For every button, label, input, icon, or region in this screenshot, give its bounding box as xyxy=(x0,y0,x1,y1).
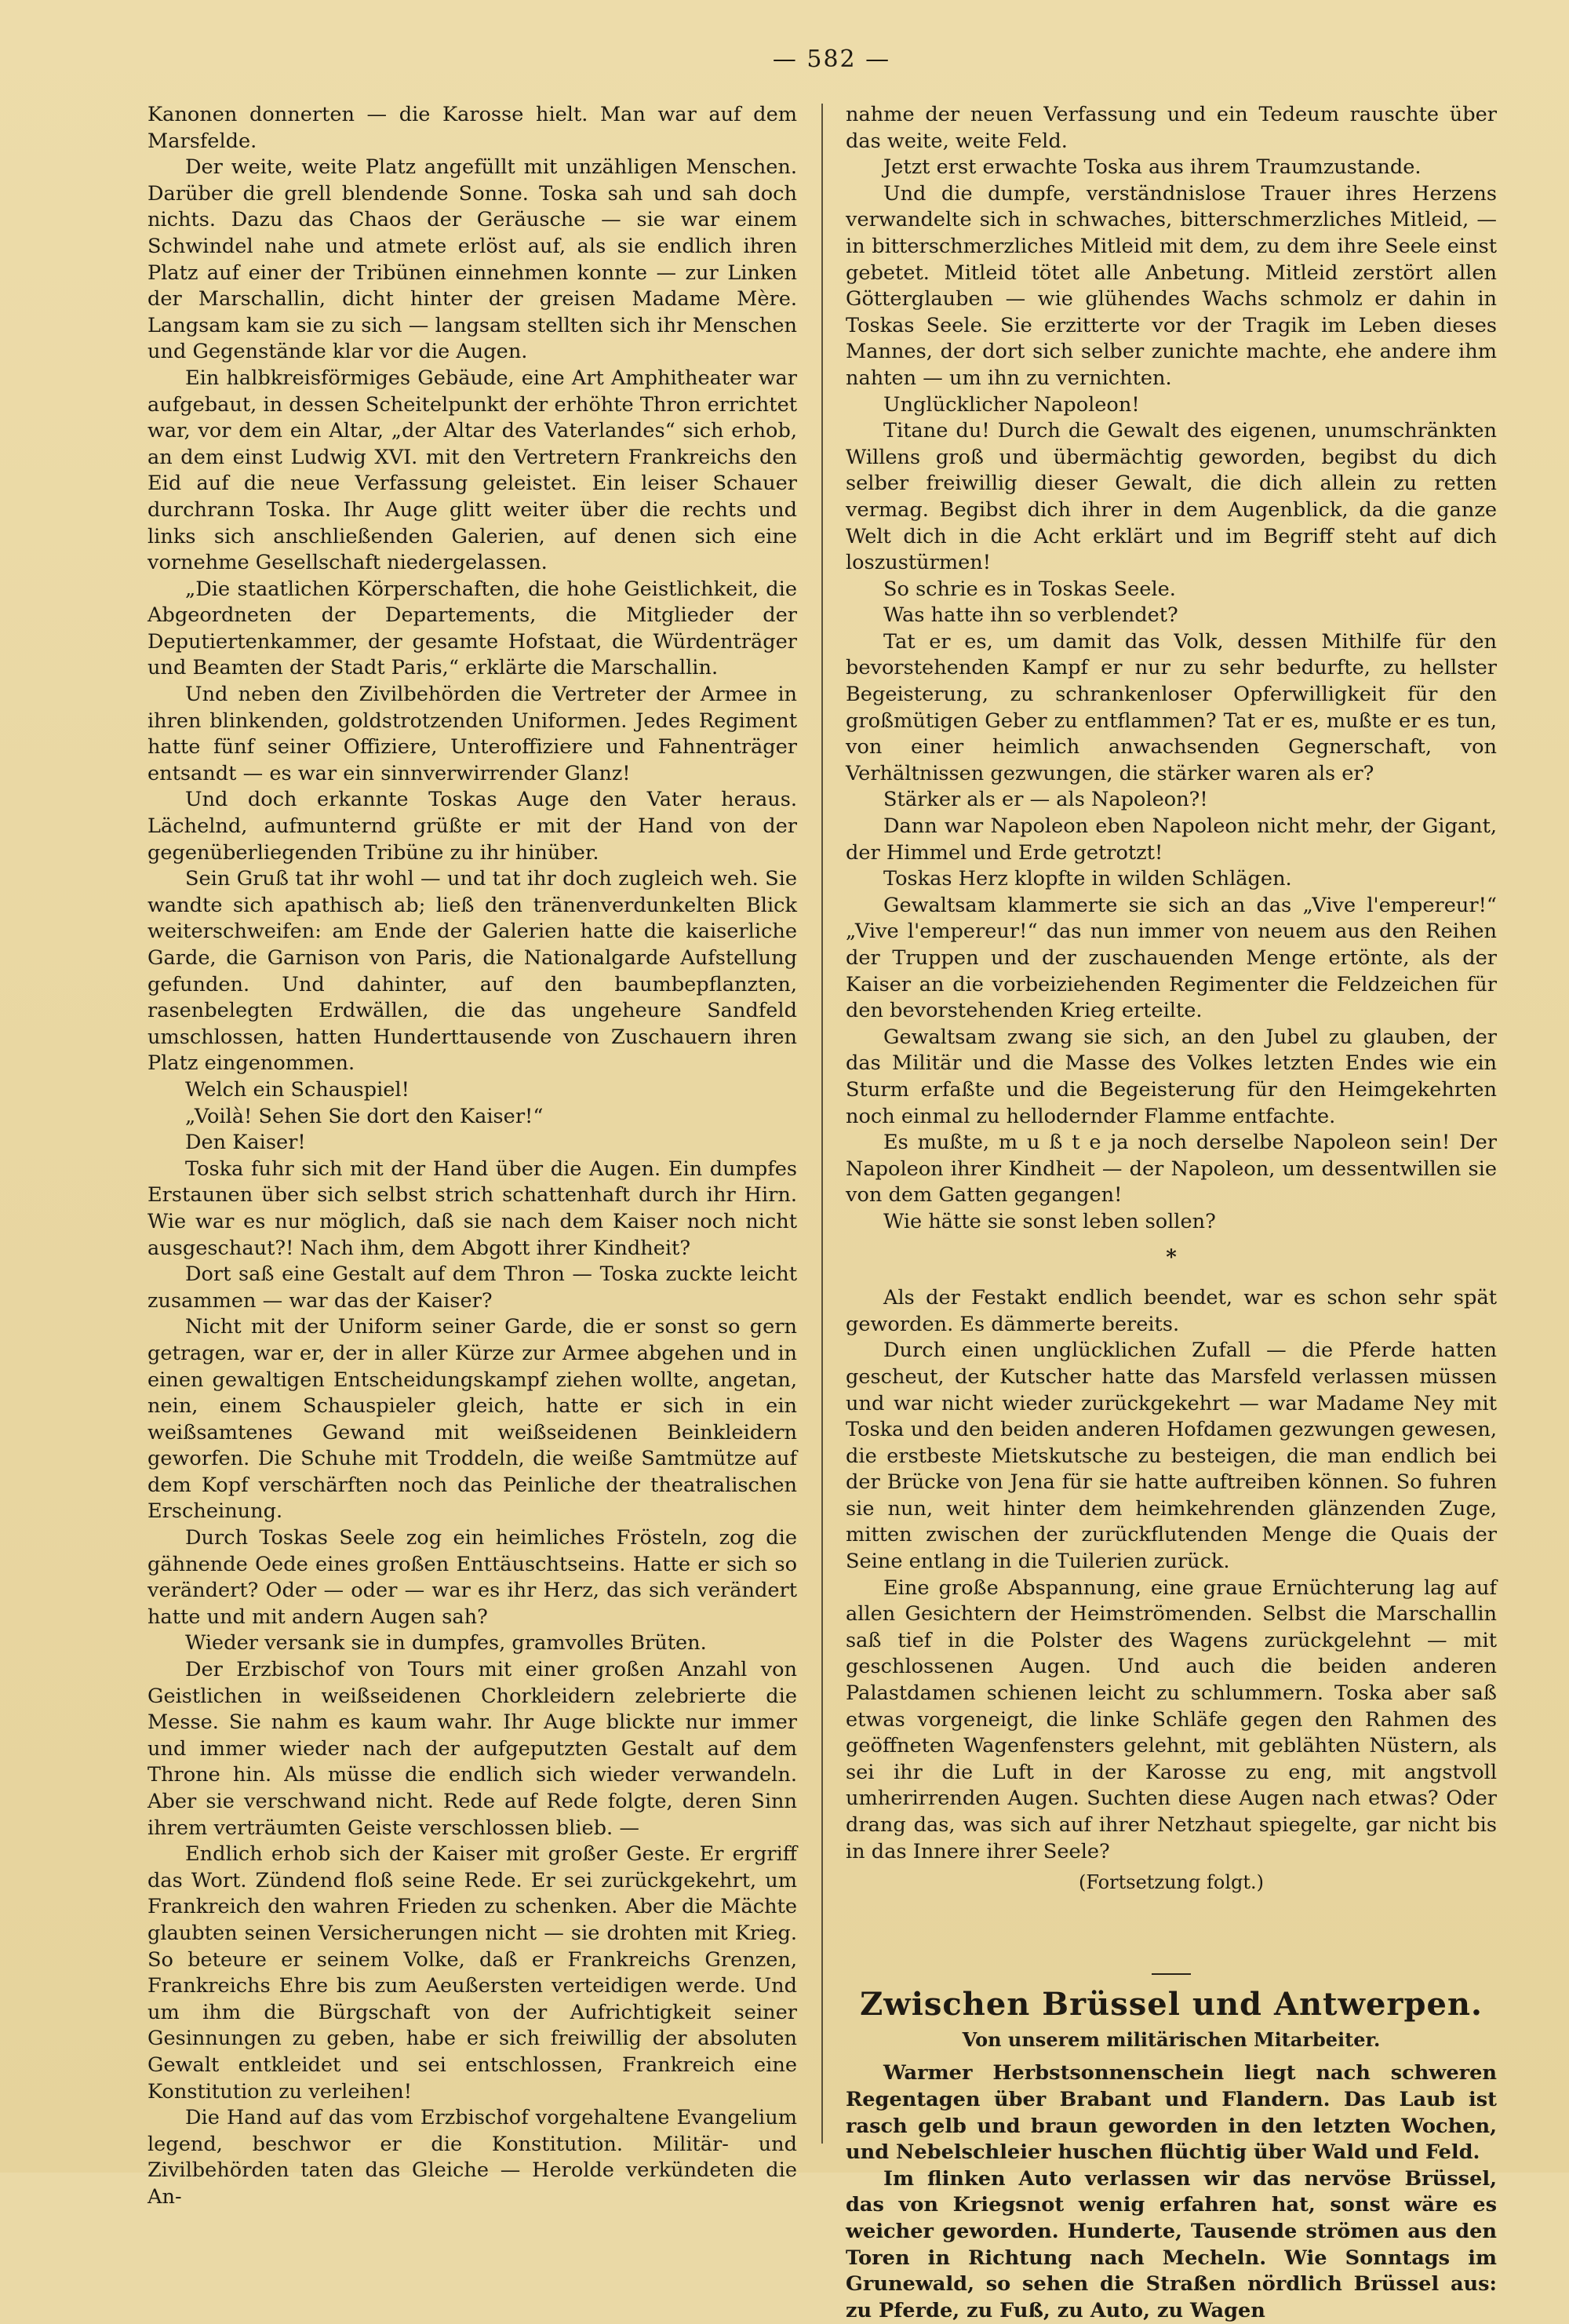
paragraph: Unglücklicher Napoleon! xyxy=(883,392,1140,417)
paragraph: Als der Festakt endlich beendet, war es schon sehr spät geworden. Es dämmerte bereits. xyxy=(846,1286,1497,1336)
paragraph: Toska fuhr sich mit der Hand über die Augen. Ein dumpfes Erstaunen über sich selbst strich schattenhaft durch ihr Hirn. Wie war es nur möglich, daß sie nach dem Kaiser noch nicht ausgeschaut?! Nach ihm, dem Abgott ihrer Kindheit? xyxy=(147,1157,797,1260)
column-divider xyxy=(821,104,823,2144)
paragraph: nahme der neuen Verfassung und ein Tedeum rauschte über das weite, weite Feld. xyxy=(846,103,1497,153)
paragraph: Wieder versank sie in dumpfes, gramvolles Brüten. xyxy=(185,1631,707,1656)
paragraph: Sein Gruß tat ihr wohl — und tat ihr doch zugleich weh. Sie wandte sich apathisch ab; ließ den tränenverdunkelten Blick weiterschweifen: am Ende der Galerien hatte die kaiserliche Garde, die Garnison von Paris, die Nationalgarde Aufstellung gefunden. Und dahinter, auf den baumbepflanzten, rasenbelegten Erdwällen, die das ungeheure Sandfeld umschlossen, hatten Hunderttausende von Zuschauern ihren Platz eingenommen. xyxy=(147,867,797,1076)
paragraph: Warmer Herbstsonnenschein liegt nach schweren Regentagen über Brabant und Flandern. Das Laub ist rasch gelb und braun geworden in den letzten Wochen, und Nebelschleier huschen flüchtig über Wald und Feld. xyxy=(846,2061,1497,2165)
paragraph: Ein halbkreisförmiges Gebäude, eine Art Amphitheater war aufgebaut, in dessen Scheitelpunkt der erhöhte Thron errichtet war, vor dem ein Altar, „der Altar des Vaterlandes“ sich erhob, an dem einst Ludwig XVI. mit den Vertretern Frankreichs den Eid auf die neue Verfassung geleistet. Ein leiser Schauer durchrann Toska. Ihr Auge glitt weiter über die rechts und links sich anschließenden Galerien, auf denen sich eine vornehme Gesellschaft niedergelassen. xyxy=(147,366,797,575)
left-column xyxy=(147,102,797,2211)
paragraph: Welch ein Schauspiel! xyxy=(185,1077,410,1102)
paragraph: Stärker als er — als Napoleon?! xyxy=(883,788,1208,812)
paragraph: Durch einen unglücklichen Zufall — die Pferde hatten gescheut, der Kutscher hatte das Marsfeld verlassen müssen und war nicht wieder zurückgekehrt — war Madame Ney mit Toska und den beiden anderen Hofdamen gezwungen gewesen, die erstbeste Mietskutsche zu besteigen, die man endlich bei der Brücke von Jena für sie hatte auftreiben können. So fuhren sie nun, weit hinter dem heimkehrenden glänzenden Zuge, mitten zwischen der zurückflutenden Menge die Quais der Seine entlang in die Tuilerien zurück. xyxy=(846,1339,1497,1574)
paragraph: Wie hätte sie sonst leben sollen? xyxy=(883,1209,1216,1233)
page-number: — 582 — xyxy=(772,46,891,73)
paragraph: Die Hand auf das vom Erzbischof vorgehaltene Evangelium legend, beschwor er die Konstitution. Militär- und Zivilbehörden taten das Gleiche — Herolde verkündeten die An- xyxy=(147,2106,797,2209)
right-column xyxy=(846,102,1497,2324)
paragraph: Was hatte ihn so verblendet? xyxy=(883,603,1178,628)
paragraph: Gewaltsam klammerte sie sich an das „Vive l'empereur!“ „Vive l'empereur!“ das nun immer von neuem aus den Reihen der Truppen und der zuschauenden Menge ertönte, als der Kaiser an die vorbeiziehenden Regimenter die Feldzeichen für den bevorstehenden Krieg erteilte. xyxy=(846,893,1497,1023)
paragraph: Im flinken Auto verlassen wir das nervöse Brüssel, das von Kriegsnot wenig erfahren hat, sonst wäre es weicher geworden. Hunderte, Tausende strömen aus den Toren in Richtung nach Mecheln. Wie Sonntags im Grunewald, so sehen die Straßen nördlich Brüssel aus: zu Pferde, zu Fuß, zu Auto, zu Wagen xyxy=(846,2166,1497,2322)
paragraph: Dann war Napoleon eben Napoleon nicht mehr, der Gigant, der Himmel und Erde getrotzt! xyxy=(846,814,1497,865)
paragraph: Jetzt erst erwachte Toska aus ihrem Traumzustande. xyxy=(883,155,1422,180)
paragraph: Nicht mit der Uniform seiner Garde, die er sonst so gern getragen, war er, der in aller Kürze zur Armee abgehen und in einen gewaltigen Entscheidungskampf ziehen wollte, angetan, nein, einem Schauspieler gleich, hatte er sich in ein weißsamtenes Gewand mit weißseidenen Beinkleidern geworfen. Die Schuhe mit Troddeln, die weiße Samtmütze auf dem Kopf verschärften noch das Peinliche der theatralischen Erscheinung. xyxy=(147,1315,797,1524)
paragraph: Durch Toskas Seele zog ein heimliches Frösteln, zog die gähnende Oede eines großen Enttäuschtseins. Hatte er sich so verändert? Oder — oder — war es ihr Herz, das sich verändert hatte und mit andern Augen sah? xyxy=(147,1526,797,1629)
article-body xyxy=(846,2060,1497,2324)
paragraph: Es mußte, m u ß t e ja noch derselbe Napoleon sein! Der Napoleon ihrer Kindheit — der Napoleon, um dessentwillen sie von dem Gatten gegangen! xyxy=(846,1131,1497,1208)
paragraph: Und neben den Zivilbehörden die Vertreter der Armee in ihren blinkenden, goldstrotzenden Uniformen. Jedes Regiment hatte fünf seiner Offiziere, Unteroffiziere und Fahnenträger entsandt — es war ein sinnverwirrender Glanz! xyxy=(147,683,797,785)
paragraph: Der weite, weite Platz angefüllt mit unzähligen Menschen. Darüber die grell blendende Sonne. Toska sah und sah doch nichts. Dazu das Chaos der Geräusche — sie war einem Schwindel nahe und atmete erlöst auf, als sie endlich ihren Platz auf einer der Tribünen einnehmen konnte — zur Linken der Marschallin, dicht hinter der greisen Madame Mère. Langsam kam sie zu sich — langsam stellten sich ihr Menschen und Gegenstände klar vor die Augen. xyxy=(147,155,797,364)
article-title: Zwischen Brüssel und Antwerpen. xyxy=(860,1985,1483,2023)
paragraph: Der Erzbischof von Tours mit einer großen Anzahl von Geistlichen in weißseidenen Chorkleidern zelebrierte die Messe. Sie nahm es kaum wahr. Ihr Auge blickte nur immer und immer wieder nach der aufgeputzten Gestalt auf dem Throne hin. Als müsse die endlich sich wieder verwandeln. Aber sie verschwand nicht. Rede auf Rede folgte, deren Sinn ihrem verträumten Geiste verschlossen blieb. — xyxy=(147,1658,797,1840)
article-rule xyxy=(1152,1973,1191,1975)
continuation-note: (Fortsetzung folgt.) xyxy=(1079,1871,1264,1894)
paragraph: Endlich erhob sich der Kaiser mit großer Geste. Er ergriff das Wort. Zündend floß seine Rede. Er sei zurückgekehrt, um Frankreich den wahren Frieden zu schenken. Aber die Mächte glaubten seinen Versicherungen nicht — sie drohten mit Krieg. So beteure er seinem Volke, daß er Frankreichs Grenzen, Frankreichs Ehre bis zum Aeußersten verteidigen werde. Und um ihm die Bürgschaft von der Aufrichtigkeit seiner Gesinnungen zu geben, habe er sich freiwillig der absoluten Gewalt entkleidet und sei entschlossen, Frankreich eine Konstitution zu verleihen! xyxy=(147,1842,797,2104)
paragraph: Titane du! Durch die Gewalt des eigenen, unumschränkten Willens groß und übermächtig geworden, begibst du dich selber freiwillig dieser Gewalt, die dich allein zu retten vermag. Begibst dich ihrer in dem Augenblick, da die ganze Welt dich in die Acht erklärt und im Begriff steht auf dich loszustürmen! xyxy=(846,419,1497,575)
paragraph: Tat er es, um damit das Volk, dessen Mithilfe für den bevorstehenden Kampf er nur zu sehr bedurfte, zu hellster Begeisterung, zu schrankenloser Opferwilligkeit für den großmütigen Geber zu entflammen? Tat er es, mußte er es tun, von einer heimlich anwachsenden Gegnerschaft, von Verhältnissen gezwungen, die stärker waren als er? xyxy=(846,629,1497,785)
paragraph: Dort saß eine Gestalt auf dem Thron — Toska zuckte leicht zusammen — war das der Kaiser? xyxy=(147,1262,797,1313)
paragraph: Gewaltsam zwang sie sich, an den Jubel zu glauben, der das Militär und die Masse des Volkes letzten Endes wie ein Sturm erfaßte und die Begeisterung für den Heimgekehrten noch einmal zu hellodernder Flamme entfachte. xyxy=(846,1025,1497,1128)
paragraph: Und die dumpfe, verständnislose Trauer ihres Herzens verwandelte sich in schwaches, bitterschmerzliches Mitleid, — in bitterschmerzliches Mitleid mit dem, zu dem ihre Seele einst gebetet. Mitleid tötet alle Anbetung. Mitleid zerstört allen Götterglauben — wie glühendes Wachs schmolz er dahin in Toskas Seele. Sie erzitterte vor der Tragik im Leben dieses Mannes, der dort sich selber zunichte machte, ehe andere ihm nahten — um ihn zu vernichten. xyxy=(846,181,1497,390)
article-subtitle: Von unserem militärischen Mitarbeiter. xyxy=(962,2027,1381,2051)
paragraph: Toskas Herz klopfte in wilden Schlägen. xyxy=(883,867,1292,891)
novel-ending xyxy=(846,1285,1497,1865)
paragraph: Den Kaiser! xyxy=(185,1131,306,1155)
novel-continuation xyxy=(846,102,1497,1236)
paragraph: „Die staatlichen Körperschaften, die hohe Geistlichkeit, die Abgeordneten der Departements, die Mitglieder der Deputiertenkammer, der gesamte Hofstaat, die Würdenträger und Beamten der Stadt Paris,“ erklärte die Marschallin. xyxy=(147,577,797,680)
paragraph: „Voilà! Sehen Sie dort den Kaiser!“ xyxy=(185,1104,544,1128)
paragraph: So schrie es in Toskas Seele. xyxy=(883,577,1176,601)
paragraph: Und doch erkannte Toskas Auge den Vater heraus. Lächelnd, aufmunternd grüßte er mit der Hand von der gegenüberliegenden Tribüne zu ihr hinüber. xyxy=(147,788,797,865)
paragraph: Kanonen donnerten — die Karosse hielt. Man war auf dem Marsfelde. xyxy=(147,103,797,153)
paragraph: Eine große Abspannung, eine graue Ernüchterung lag auf allen Gesichtern der Heimströmenden. Selbst die Marschallin saß tief in die Polster des Wagens zurückgelehnt — mit geschlossenen Augen. Und auch die beiden anderen Palastdamen schienen leicht zu schlummern. Toska aber saß etwas vorgeneigt, die linke Schläfe gegen den Rahmen des geöffneten Wagenfensters gelehnt, mit geblähten Nüstern, als sei ihr die Luft in der Karosse zu eng, mit angstvoll umherirrenden Augen. Suchten diese Augen nach etwas? Oder drang das, was sich auf ihrer Netzhaut spiegelte, gar nicht bis in das Innere ihrer Seele? xyxy=(846,1575,1497,1863)
section-separator: * xyxy=(1166,1245,1177,1269)
